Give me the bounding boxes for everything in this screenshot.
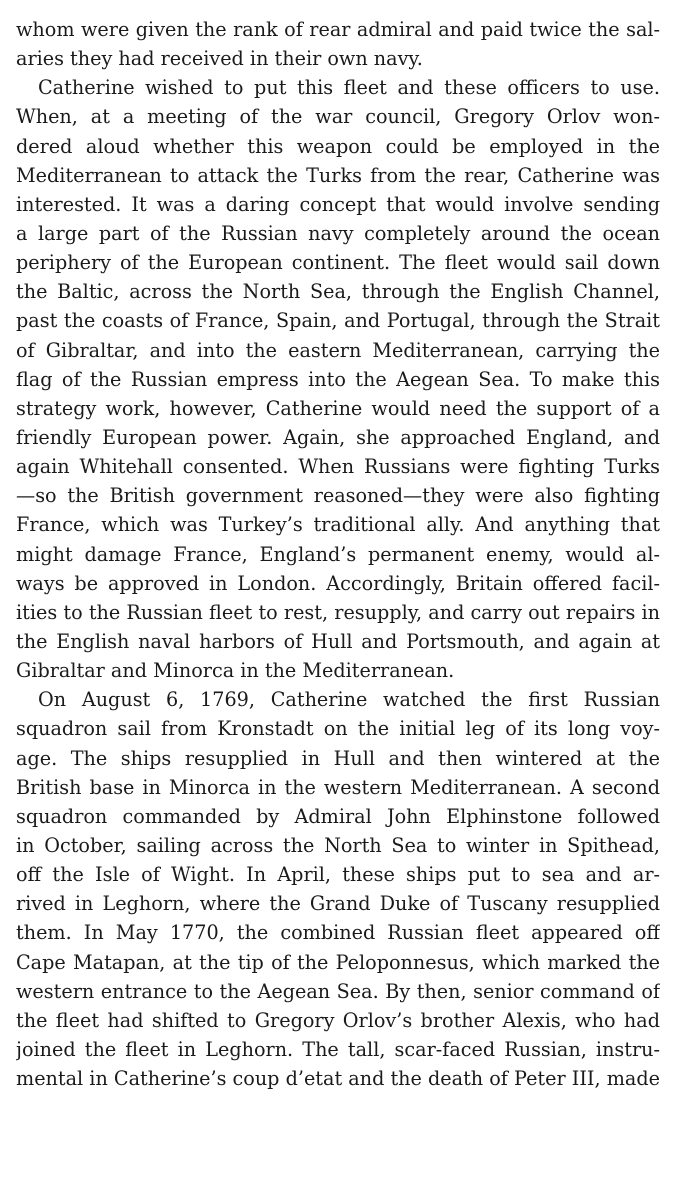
text-line: the English naval harbors of Hull and Portsmouth, and again at bbox=[16, 629, 660, 653]
paragraph-3 bbox=[16, 685, 660, 1093]
text-line: them. In May 1770, the combined Russian fleet appeared off bbox=[16, 921, 660, 945]
text-line: aries they had received in their own navy. bbox=[16, 47, 423, 71]
text-line: flag of the Russian empress into the Aegean Sea. To make this bbox=[16, 367, 660, 391]
text-line: France, which was Turkey’s traditional ally. And anything that bbox=[16, 513, 660, 537]
paragraph-2 bbox=[16, 73, 660, 685]
text-line: mental in Catherine’s coup d’etat and the death of Peter III, made bbox=[16, 1067, 660, 1091]
text-line: joined the fleet in Leghorn. The tall, scar-faced Russian, instru- bbox=[16, 1037, 660, 1061]
text-line: friendly European power. Again, she approached England, and bbox=[16, 425, 660, 449]
text-line: ities to the Russian fleet to rest, resupply, and carry out repairs in bbox=[16, 600, 660, 624]
text-line: British base in Minorca in the western Mediterranean. A second bbox=[16, 775, 660, 799]
text-line: might damage France, England’s permanent enemy, would al- bbox=[16, 542, 660, 566]
text-line: whom were given the rank of rear admiral and paid twice the sal- bbox=[16, 18, 660, 41]
text-line: again Whitehall consented. When Russians were fighting Turks bbox=[16, 455, 660, 479]
paragraph-1 bbox=[16, 15, 660, 73]
text-line: past the coasts of France, Spain, and Portugal, through the Strait bbox=[16, 309, 660, 333]
text-line: rived in Leghorn, where the Grand Duke of Tuscany resupplied bbox=[16, 892, 660, 916]
text-line: the fleet had shifted to Gregory Orlov’s brother Alexis, who had bbox=[16, 1008, 660, 1032]
text-line: Mediterranean to attack the Turks from the rear, Catherine was bbox=[16, 163, 660, 187]
text-line: off the Isle of Wight. In April, these ships put to sea and ar- bbox=[16, 863, 660, 887]
text-line: Cape Matapan, at the tip of the Peloponnesus, which marked the bbox=[16, 950, 660, 974]
text-line: dered aloud whether this weapon could be employed in the bbox=[16, 134, 660, 158]
text-line: western entrance to the Aegean Sea. By then, senior command of bbox=[16, 979, 660, 1003]
text-line: strategy work, however, Catherine would need the support of a bbox=[16, 396, 660, 420]
text-line: interested. It was a daring concept that would involve sending bbox=[16, 192, 660, 216]
text-line: the Baltic, across the North Sea, through the English Channel, bbox=[16, 280, 660, 304]
text-line: squadron sail from Kronstadt on the initial leg of its long voy- bbox=[16, 717, 660, 741]
text-line: a large part of the Russian navy completely around the ocean bbox=[16, 221, 660, 245]
text-line: ways be approved in London. Accordingly, Britain offered facil- bbox=[16, 571, 660, 595]
text-line: Gibraltar and Minorca in the Mediterranean. bbox=[16, 659, 455, 683]
text-line: age. The ships resupplied in Hull and then wintered at the bbox=[16, 746, 660, 770]
text-line: Catherine wished to put this fleet and these officers to use. bbox=[38, 76, 660, 100]
text-line: When, at a meeting of the war council, Gregory Orlov won- bbox=[16, 105, 660, 129]
text-line: squadron commanded by Admiral John Elphinstone followed bbox=[16, 804, 660, 828]
text-line: of Gibraltar, and into the eastern Mediterranean, carrying the bbox=[16, 338, 660, 362]
text-line: On August 6, 1769, Catherine watched the first Russian bbox=[38, 688, 660, 712]
page-text-body bbox=[16, 15, 660, 1093]
text-line: in October, sailing across the North Sea to winter in Spithead, bbox=[16, 833, 660, 857]
text-line: periphery of the European continent. The fleet would sail down bbox=[16, 251, 660, 275]
text-line: —so the British government reasoned—they were also fighting bbox=[16, 484, 660, 508]
